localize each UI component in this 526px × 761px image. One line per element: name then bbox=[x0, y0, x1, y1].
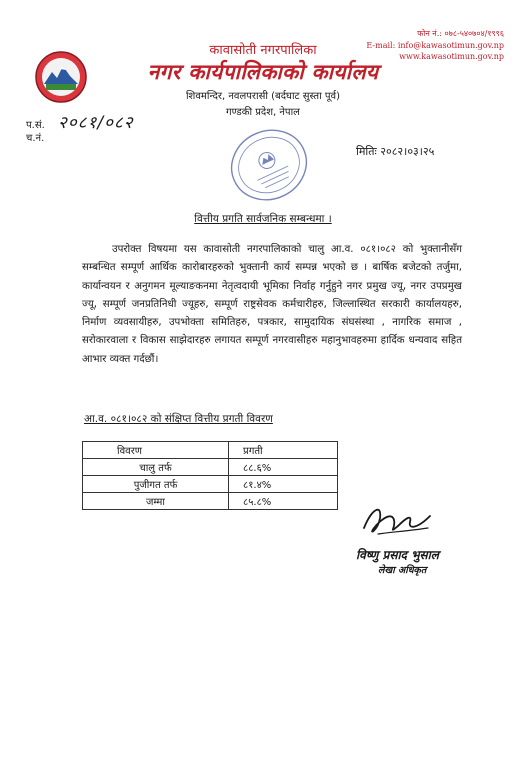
chalani-number: च.नं. bbox=[26, 133, 45, 144]
signatory-name: विष्णु प्रसाद भुसाल bbox=[356, 548, 439, 562]
table-row bbox=[83, 459, 338, 476]
row-label: पुजीगत तर्फ bbox=[83, 476, 229, 493]
row-value: ८५.८% bbox=[229, 493, 338, 510]
table-header-row bbox=[83, 442, 338, 459]
letter-subject bbox=[0, 212, 526, 226]
email-text: E-mail: info@kawasotimun.gov.np bbox=[366, 40, 504, 50]
phone-text: फोन नं.: ०७८-५४०७०४/१९९६ bbox=[417, 29, 504, 38]
handwritten-signature-icon bbox=[358, 498, 438, 540]
row-label: चालु तर्फ bbox=[83, 459, 229, 476]
address-line-1: शिवमन्दिर, नवलपरासी (बर्दघाट सुस्ता पूर्व) bbox=[185, 91, 341, 102]
office-stamp-icon bbox=[226, 122, 312, 208]
table-row bbox=[83, 493, 338, 510]
table-row bbox=[83, 476, 338, 493]
body-paragraph: उपरोक्त विषयमा यस कावासोती नगरपालिकाको चालु आ.व. ०८१।०८२ को भुक्तानीसँग सम्बन्धित सम्पूर्ण आर्थिक कारोबारहरुको भुक्तानी कार्य सम्पन्न भएको छ । बार्षिक बजेटको तर्जुमा, कार्यान्वयन र अनुगमन मूल्याङकनमा नेतृत्वदायी भूमिका निर्वाह गर्नुहुने नगर प्रमुख ज्यू, नगर उपप्रमुख ज्यू, सम्पूर्ण जनप्रतिनिधी ज्यूहरु, सम्पूर्ण राष्ट्रसेवक कर्मचारीहरु, जिल्लास्थित सरकारी कार्यालयहरु, निर्माण व्यवसायीहरु, उपभोक्ता समितिहरु, पत्रकार, सामुदायिक संघसंस्था , नागरिक समाज , सरोकारवाला र विकास साझेदारहरु लगायत सम्पूर्ण नगरवासीहरु महानुभावहरुमा हार्दिक धन्यवाद सहित आभार व्यक्त गर्दछौं। bbox=[82, 244, 462, 365]
progress-table-title: आ.व. ०८१।०८२ को संक्षिप्त वित्तीय प्रगती विवरण bbox=[84, 413, 273, 425]
letter-body bbox=[82, 241, 462, 369]
website-text: www.kawasotimun.gov.np bbox=[399, 52, 504, 61]
address-line-2: गण्डकी प्रदेश, नेपाल bbox=[226, 107, 300, 118]
office-title: नगर कार्यपालिकाको कार्यालय bbox=[147, 60, 379, 84]
patra-sankhya-label: प.सं. bbox=[26, 120, 45, 131]
progress-table bbox=[82, 441, 338, 510]
column-header-description: विवरण bbox=[83, 442, 229, 459]
column-header-progress: प्रगती bbox=[229, 442, 338, 459]
row-value: ८८.६% bbox=[229, 459, 338, 476]
row-label: जम्मा bbox=[83, 493, 229, 510]
signatory-designation: लेखा अधिकृत bbox=[378, 565, 427, 576]
patra-sankhya-value: २०८१/०८२ bbox=[58, 113, 134, 133]
letter-date: मितिः २०८२।०३।२५ bbox=[356, 145, 435, 158]
municipality-name: कावासोती नगरपालिका bbox=[209, 43, 317, 58]
row-value: ८१.४% bbox=[229, 476, 338, 493]
subject-text: वित्तीय प्रगति सार्वजनिक सम्बन्धमा । bbox=[194, 213, 332, 225]
